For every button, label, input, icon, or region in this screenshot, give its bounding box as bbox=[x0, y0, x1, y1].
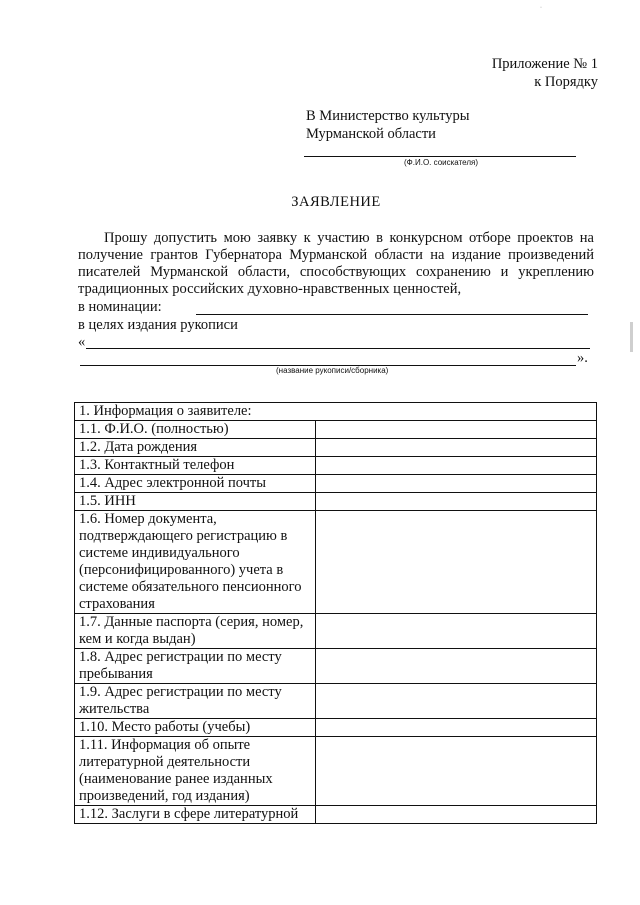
row-label-birth-date: 1.2. Дата рождения bbox=[75, 439, 316, 457]
row-value-pension-registration[interactable] bbox=[316, 511, 597, 614]
scan-mark: · bbox=[540, 5, 542, 11]
nomination-label: в номинации: bbox=[78, 299, 162, 315]
manuscript-title-caption: (название рукописи/сборника) bbox=[276, 366, 389, 375]
table-header-row bbox=[75, 403, 597, 421]
row-value-stay-address[interactable] bbox=[316, 649, 597, 684]
nomination-field[interactable] bbox=[196, 314, 588, 315]
applicant-name-field[interactable] bbox=[304, 156, 576, 157]
row-value-literary-merits[interactable] bbox=[316, 806, 597, 824]
row-label-pension-registration: 1.6. Номер документа, подтверждающего регистрацию в системе индивидуального (персонифицированного) учета в системе обязательного пенсионного страхования bbox=[75, 511, 316, 614]
table-row bbox=[75, 684, 597, 719]
row-label-literary-merits: 1.12. Заслуги в сфере литературной bbox=[75, 806, 316, 824]
table-row bbox=[75, 614, 597, 649]
row-label-residence-address: 1.9. Адрес регистрации по месту жительства bbox=[75, 684, 316, 719]
row-label-stay-address: 1.8. Адрес регистрации по месту пребывания bbox=[75, 649, 316, 684]
row-value-phone[interactable] bbox=[316, 457, 597, 475]
table-section-header: 1. Информация о заявителе: bbox=[75, 403, 597, 421]
table-row bbox=[75, 737, 597, 806]
table-row bbox=[75, 421, 597, 439]
addressee-line-1: В Министерство культуры bbox=[306, 108, 470, 124]
appendix-order: к Порядку bbox=[534, 74, 598, 90]
appendix-reference bbox=[492, 55, 598, 91]
addressee bbox=[306, 107, 469, 143]
request-paragraph: Прошу допустить мою заявку к участию в конкурсном отборе проектов на получение грантов Губернатора Мурманской области на издание произведений писателей Мурманской области, способствующих сохранению и укреплению традиционных российских духовно-нравственных ценностей, bbox=[78, 230, 594, 297]
row-value-workplace[interactable] bbox=[316, 719, 597, 737]
table-row bbox=[75, 439, 597, 457]
purpose-text: в целях издания рукописи bbox=[78, 317, 238, 333]
applicant-info-table bbox=[74, 402, 597, 824]
table-row bbox=[75, 719, 597, 737]
table-row bbox=[75, 806, 597, 824]
applicant-name-caption: (Ф.И.О. соискателя) bbox=[404, 158, 478, 167]
row-label-phone: 1.3. Контактный телефон bbox=[75, 457, 316, 475]
table-row bbox=[75, 493, 597, 511]
row-value-email[interactable] bbox=[316, 475, 597, 493]
row-label-inn: 1.5. ИНН bbox=[75, 493, 316, 511]
row-value-inn[interactable] bbox=[316, 493, 597, 511]
row-value-birth-date[interactable] bbox=[316, 439, 597, 457]
row-value-literary-experience[interactable] bbox=[316, 737, 597, 806]
row-label-workplace: 1.10. Место работы (учебы) bbox=[75, 719, 316, 737]
row-label-full-name: 1.1. Ф.И.О. (полностью) bbox=[75, 421, 316, 439]
table-row bbox=[75, 475, 597, 493]
row-label-email: 1.4. Адрес электронной почты bbox=[75, 475, 316, 493]
manuscript-title-field-line-1[interactable] bbox=[86, 348, 590, 349]
document-title: ЗАЯВЛЕНИЕ bbox=[291, 194, 381, 210]
table-row bbox=[75, 457, 597, 475]
row-value-residence-address[interactable] bbox=[316, 684, 597, 719]
table-row bbox=[75, 511, 597, 614]
appendix-number: Приложение № 1 bbox=[491, 56, 598, 72]
row-value-passport[interactable] bbox=[316, 614, 597, 649]
row-value-full-name[interactable] bbox=[316, 421, 597, 439]
row-label-literary-experience: 1.11. Информация об опыте литературной деятельности (наименование ранее изданных произведений, год издания) bbox=[75, 737, 316, 806]
addressee-line-2: Мурманской области bbox=[306, 126, 436, 142]
row-label-passport: 1.7. Данные паспорта (серия, номер, кем и когда выдан) bbox=[75, 614, 316, 649]
scan-edge-mark bbox=[630, 322, 633, 352]
table-row bbox=[75, 649, 597, 684]
opening-quote: « bbox=[78, 334, 86, 350]
closing-quote: ». bbox=[577, 350, 588, 366]
